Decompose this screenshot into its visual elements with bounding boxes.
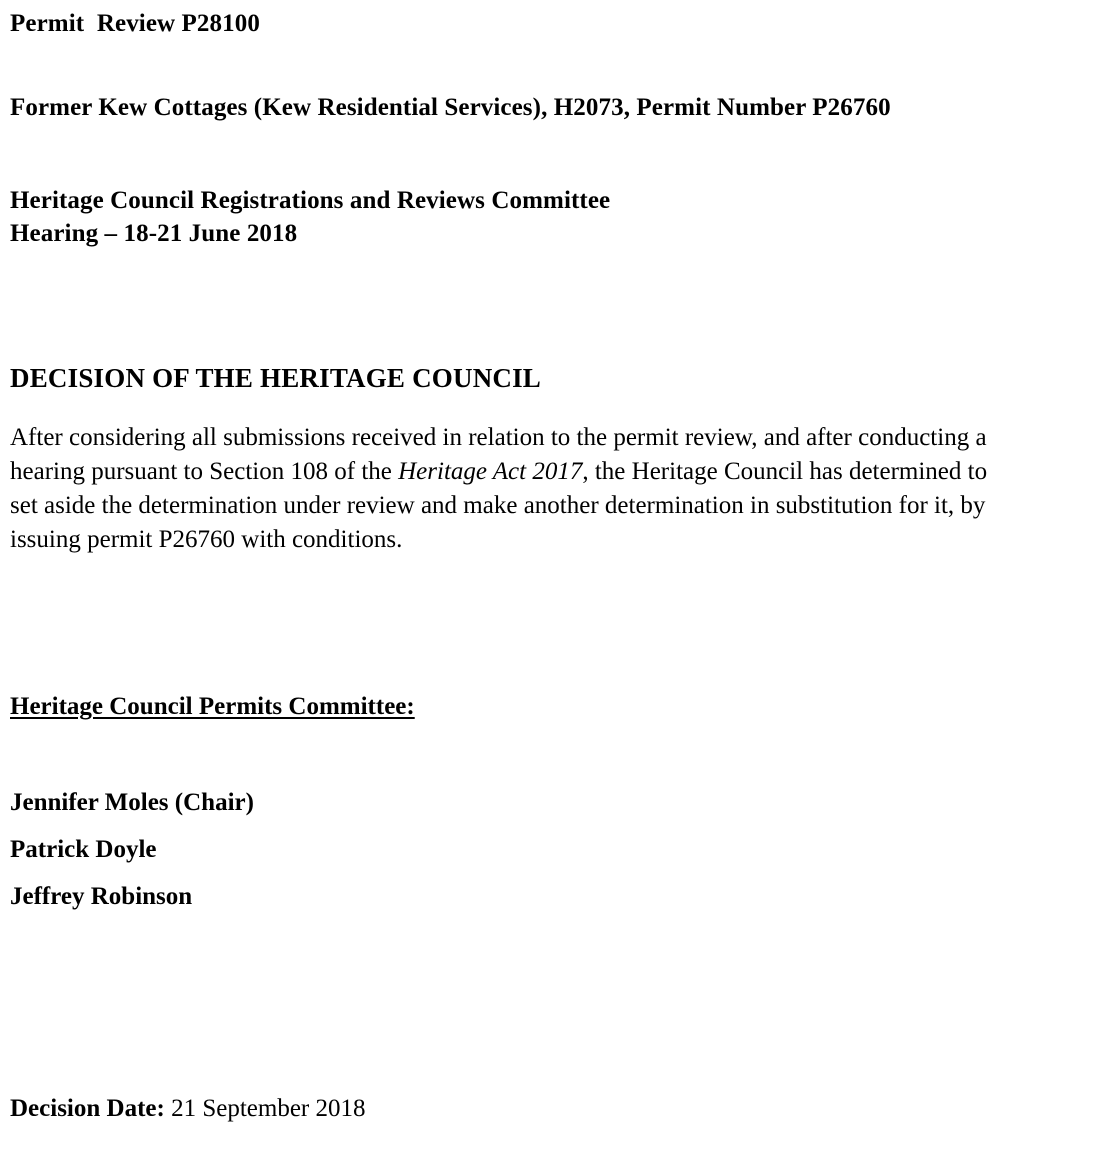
permits-committee-member-list <box>10 787 254 912</box>
decision-body-text-after-act: , the Heritage Council has determined to set aside the determination under review and make another determination in substitution for it, by issuing permit P26760 with conditions. <box>10 458 988 553</box>
list-item: Patrick Doyle <box>10 836 157 863</box>
decision-heading: DECISION OF THE HERITAGE COUNCIL <box>10 363 542 394</box>
hearing-dates: Hearing – 18-21 June 2018 <box>10 220 298 247</box>
permits-committee-heading: Heritage Council Permits Committee: <box>10 693 415 720</box>
decision-date <box>10 1093 366 1124</box>
decision-date-value: 21 September 2018 <box>164 1095 366 1122</box>
hearing-committee-block <box>10 185 610 249</box>
heritage-act-citation: Heritage Act 2017 <box>398 458 583 485</box>
place-and-permit-reference: Former Kew Cottages (Kew Residential Services), H2073, Permit Number P26760 <box>10 94 891 121</box>
list-item: Jeffrey Robinson <box>10 883 193 910</box>
permit-review-reference: Permit Review P28100 <box>10 10 260 37</box>
decision-body-paragraph <box>10 421 1010 557</box>
list-item: Jennifer Moles (Chair) <box>10 789 254 816</box>
decision-body-text-before-act: After considering all submissions received in relation to the permit review, and after conducting a hearing pursuant to Section 108 of the <box>10 424 987 485</box>
committee-name: Heritage Council Registrations and Reviews Committee <box>10 187 611 214</box>
decision-date-label: Decision Date: <box>10 1095 165 1122</box>
